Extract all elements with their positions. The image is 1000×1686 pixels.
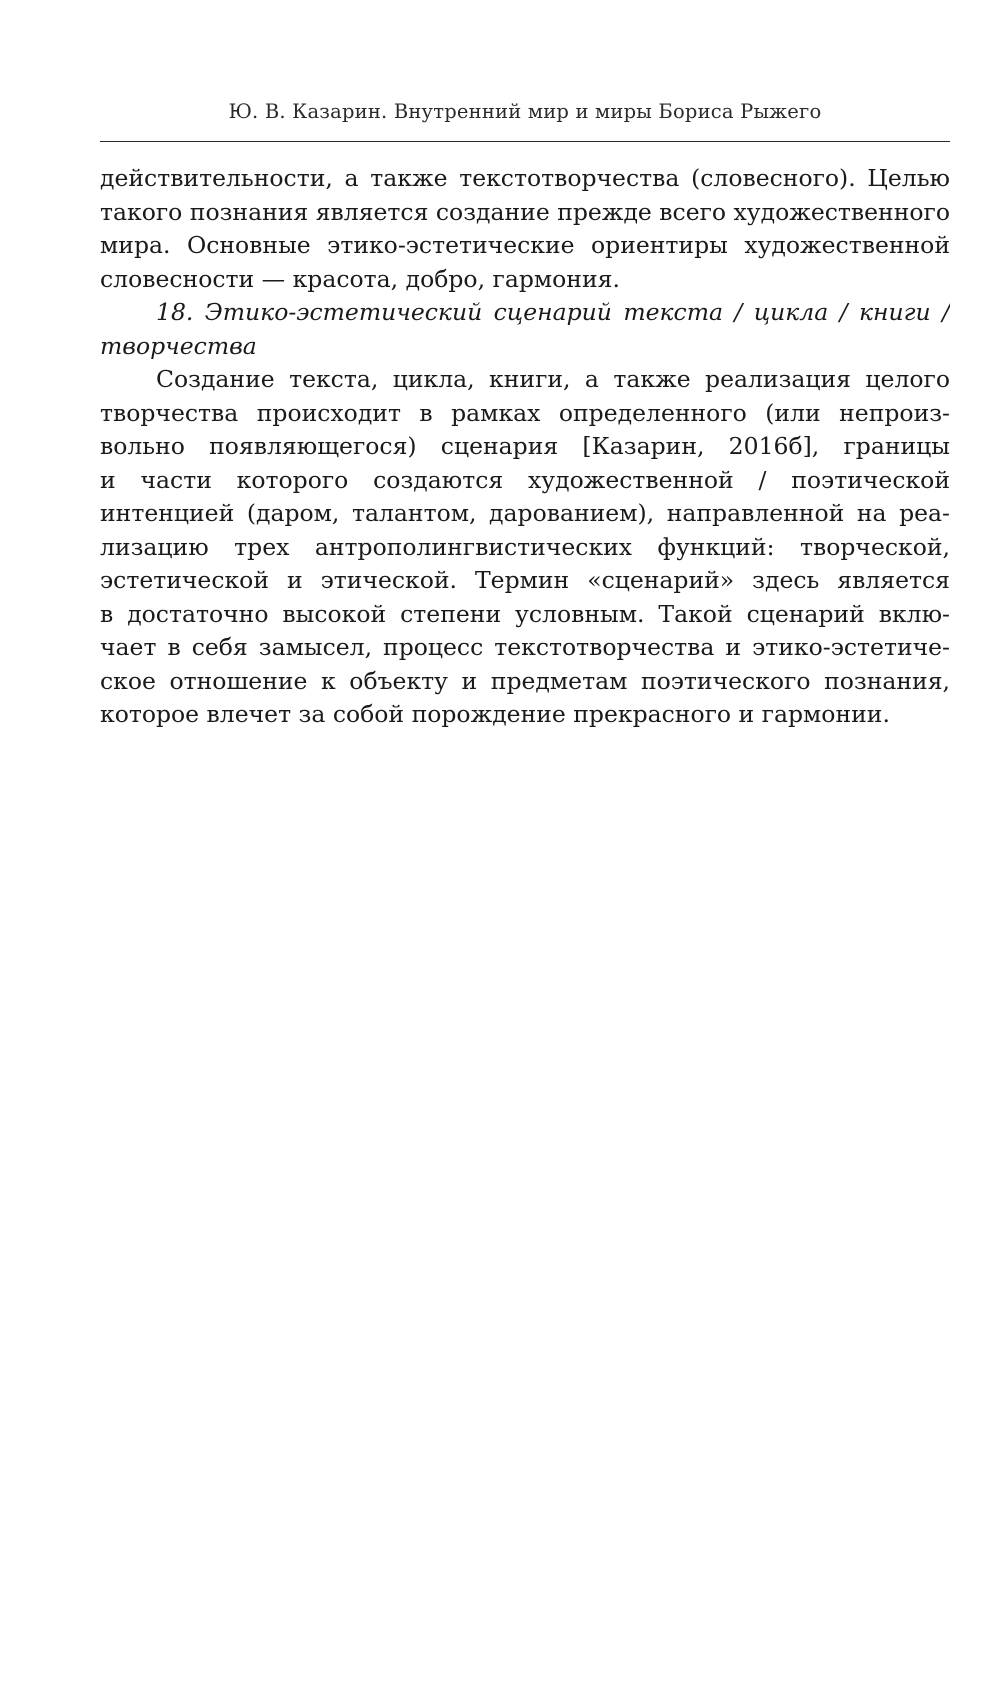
- text-line: такого познания является создание прежде всего художественного: [100, 197, 950, 226]
- heading-line: творчества: [100, 331, 257, 360]
- text-line: в достаточно высокой степени условным. Такой сценарий вклю-: [100, 599, 950, 628]
- text-line: чает в себя замысел, процесс текстотворчества и этико-эстетиче-: [100, 633, 950, 661]
- text-line: лизацию трех антрополингвистических функций: творческой,: [100, 532, 950, 561]
- section-heading: [100, 296, 950, 363]
- text-line: эстетической и этической. Термин «сценарий» здесь является: [100, 566, 950, 594]
- text-line: мира. Основные этико-эстетические ориентиры художественной: [100, 231, 950, 259]
- text-line: которое влечет за собой порождение прекрасного и гармонии.: [100, 700, 890, 728]
- text-line: Создание текста, цикла, книги, а также реализация целого: [156, 365, 950, 393]
- text-line: действительности, а также текстотворчества (словесного). Целью: [100, 164, 950, 192]
- text-line: вольно появляющегося) сценария [Казарин, 2016б], границы: [100, 432, 950, 460]
- text-line: и части которого создаются художественной / поэтической: [100, 465, 950, 494]
- text-line: интенцией (даром, талантом, дарованием), направленной на реа-: [100, 499, 950, 527]
- page-body: [100, 162, 950, 732]
- running-header: Ю. В. Казарин. Внутренний мир и миры Бориса Рыжего: [228, 100, 822, 123]
- text-line: словесности — красота, добро, гармония.: [100, 264, 620, 293]
- text-line: ское отношение к объекту и предметам поэтического познания,: [100, 666, 950, 695]
- header-rule: [100, 141, 950, 142]
- heading-line: 18. Этико-эстетический сценарий текста / цикла / книги /: [156, 298, 950, 326]
- paragraph-main: [100, 363, 950, 732]
- text-line: творчества происходит в рамках определенного (или непроиз-: [100, 398, 950, 427]
- paragraph-continuation: [100, 162, 950, 296]
